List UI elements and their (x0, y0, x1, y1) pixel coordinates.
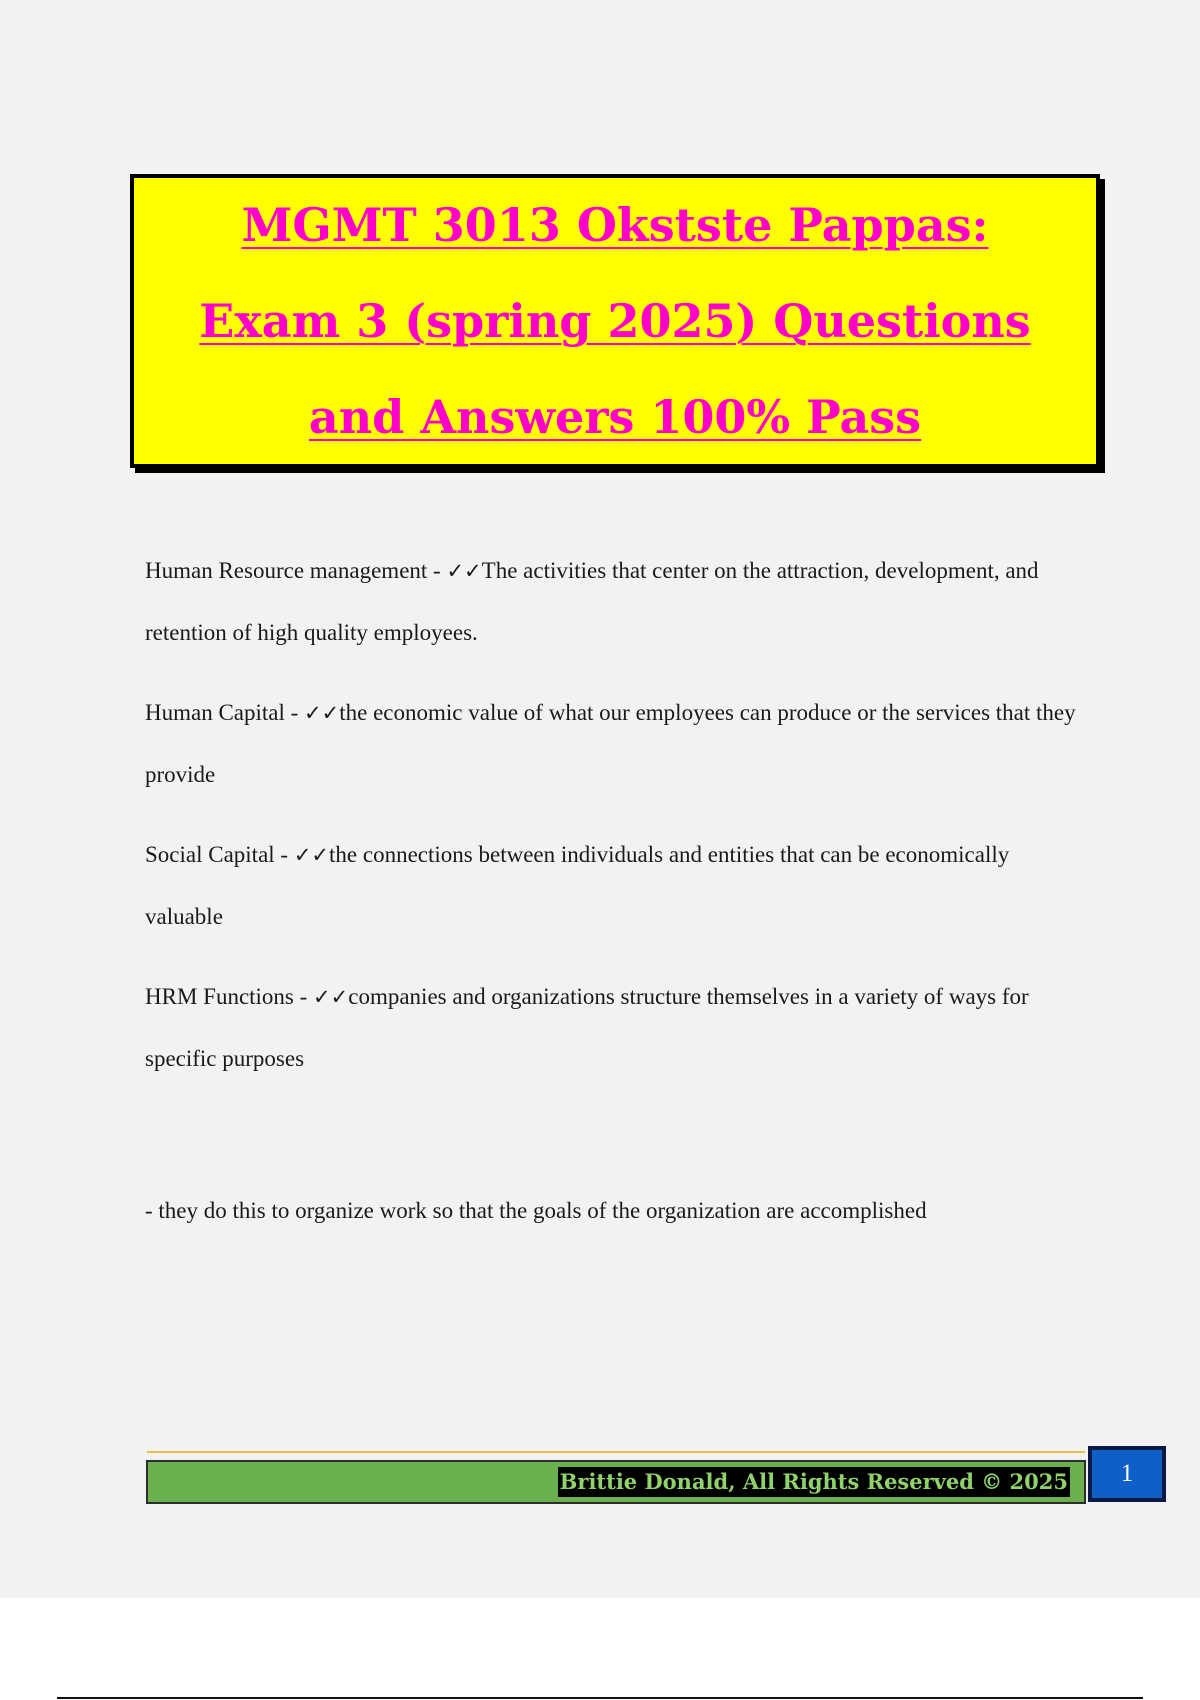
qa-term: Social Capital - (145, 842, 294, 867)
qa-definition: companies and organizations structure themselves in a variety of ways for specific purposes (145, 984, 1029, 1071)
qa-item (145, 540, 1085, 664)
qa-list (145, 540, 1085, 1108)
qa-item (145, 966, 1085, 1090)
document-title: MGMT 3013 Okstste Pappas: Exam 3 (spring 2025) Questions and Answers 100% Pass (199, 198, 1031, 444)
qa-term: Human Resource management - (145, 558, 447, 583)
qa-item (145, 824, 1085, 948)
qa-term: Human Capital - (145, 700, 305, 725)
double-check-icon: ✓✓ (313, 985, 349, 1009)
qa-definition: The activities that center on the attraction, development, and retention of high quality employees. (145, 558, 1039, 645)
double-check-icon: ✓✓ (304, 701, 340, 725)
title-box (130, 174, 1100, 468)
footer-bar (146, 1460, 1086, 1504)
bottom-divider (57, 1697, 1143, 1699)
double-check-icon: ✓✓ (446, 559, 482, 583)
qa-definition: the connections between individuals and entities that can be economically valuable (145, 842, 1010, 929)
qa-item (145, 682, 1085, 806)
page-number: 1 (1088, 1446, 1166, 1502)
footer-divider (147, 1451, 1085, 1453)
double-check-icon: ✓✓ (293, 843, 330, 867)
copyright-text: Brittie Donald, All Rights Reserved © 2025 (558, 1467, 1070, 1497)
extra-note: - they do this to organize work so that the goals of the organization are accomplished (145, 1198, 927, 1223)
qa-term: HRM Functions - (145, 984, 314, 1009)
qa-definition: the economic value of what our employees can produce or the services that they provide (145, 700, 1076, 787)
